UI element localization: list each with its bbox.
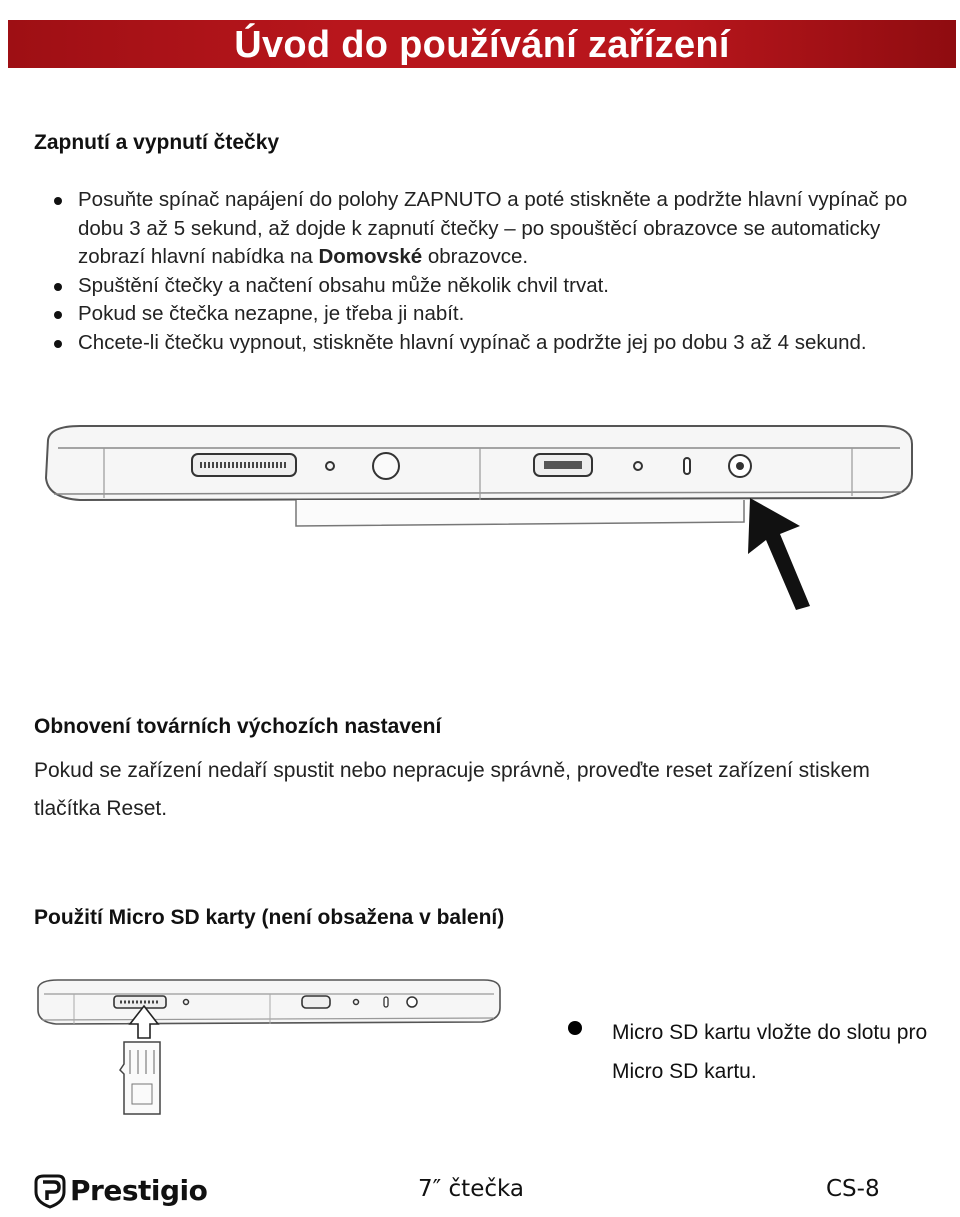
bullet-text-after: obrazovce. [422, 245, 529, 268]
section-heading-reset: Obnovení továrních výchozích nastavení [34, 715, 442, 738]
power-switch-icon [684, 458, 690, 474]
reset-paragraph: Pokud se zařízení nedaří spustit nebo nepracuje správně, proveďte reset zařízení stiskem tlačítka Reset. [34, 759, 870, 820]
page-title: Úvod do používání zařízení [234, 24, 730, 66]
headphone-jack-icon [373, 453, 399, 479]
page-number: CS-8 [826, 1176, 880, 1202]
device-power-button-illustration [40, 418, 920, 618]
microsd-card-icon [120, 1042, 160, 1114]
microsd-bullet-text: Micro SD kartu vložte do slotu pro Micro SD kartu. [612, 1021, 928, 1083]
list-item [44, 300, 934, 329]
list-item [44, 329, 934, 358]
bullet-icon [54, 311, 62, 319]
bullet-text: Pokud se čtečka nezapne, je třeba ji nabít. [78, 302, 465, 325]
bullet-icon [54, 197, 62, 205]
section-heading-power: Zapnutí a vypnutí čtečky [34, 131, 280, 154]
bullet-icon [568, 1021, 582, 1035]
title-banner [8, 20, 956, 68]
bullet-text-before: Posuňte spínač napájení do polohy ZAPNUTO a poté stiskněte a podržte hlavní vypínač po dobu 3 až 5 sekund, až dojde k zapnutí čtečky – po spouštěcí obrazovce se automaticky zobrazí hlavní nabídka na [78, 188, 908, 268]
arrow-icon [748, 498, 810, 610]
microsd-slot-illustration [34, 974, 504, 1124]
bullet-text: Spuštění čtečky a načtení obsahu může několik chvil trvat. [78, 273, 609, 297]
bullet-icon [54, 340, 62, 348]
bullet-text-bold: Domovské [318, 245, 423, 268]
footer-product: 7″ čtečka [418, 1176, 525, 1202]
usb-port-icon [302, 996, 330, 1008]
prestigio-logo [32, 1172, 212, 1210]
power-bullet-list [44, 186, 934, 357]
bullet-text: Chcete-li čtečku vypnout, stiskněte hlavní vypínač a podržte jej po dobu 3 až 4 sekund. [78, 330, 867, 354]
list-item [44, 186, 934, 272]
list-item [44, 272, 934, 301]
section-heading-microsd: Použití Micro SD karty (není obsažena v balení) [34, 906, 505, 929]
logo-text: Prestigio [70, 1174, 208, 1207]
bullet-icon [54, 283, 62, 291]
